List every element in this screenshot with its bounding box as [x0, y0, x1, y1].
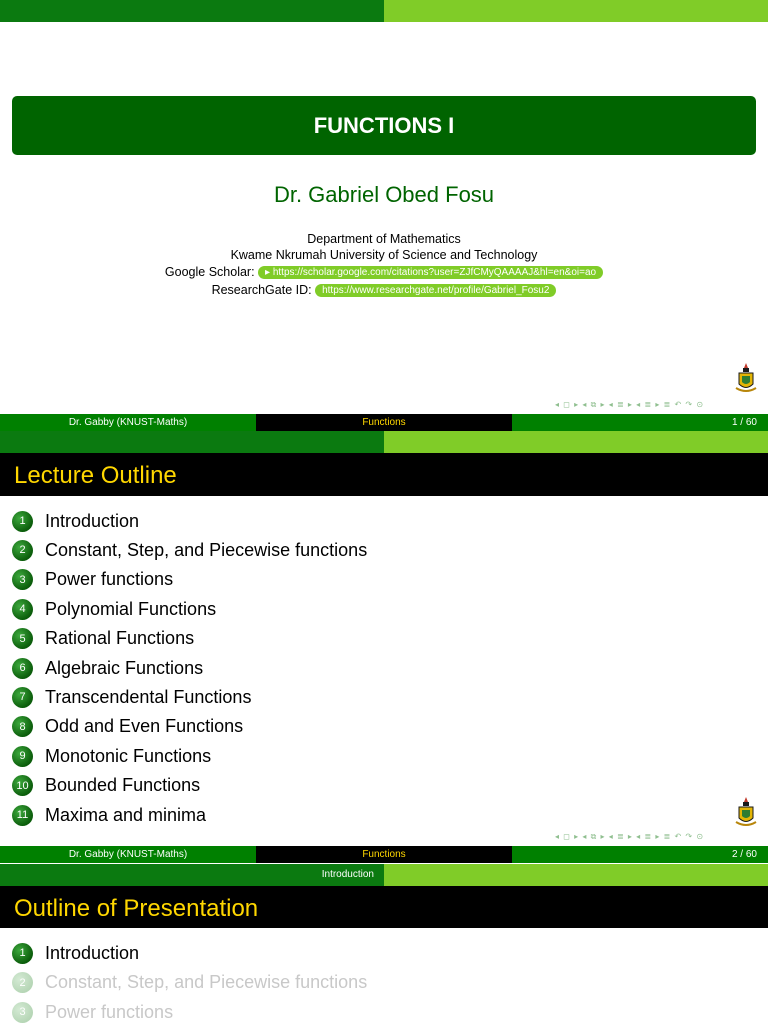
toc-item[interactable]: [12, 598, 216, 620]
google-scholar-link[interactable]: ▸ https://scholar.google.com/citations?user=ZJfCMyQAAAAJ&hl=en&oi=ao: [258, 266, 603, 279]
beamer-navigation-icon[interactable]: ◂ ◻ ▸ ◂ ⧉ ▸ ◂ ≣ ▸ ◂ ≣ ▸ ≣ ↶ ↷ ⊙: [555, 832, 705, 841]
toc-item[interactable]: [12, 745, 211, 767]
researchgate-label: ResearchGate ID:: [211, 283, 312, 297]
researchgate-link[interactable]: https://www.researchgate.net/profile/Gabriel_Fosu2: [315, 284, 556, 297]
toc-item[interactable]: [12, 972, 367, 994]
toc-item[interactable]: [12, 510, 139, 532]
top-bar-light: [384, 431, 768, 453]
university: Kwame Nkrumah University of Science and Technology: [230, 248, 538, 262]
toc-item-label: Maxima and minima: [45, 804, 207, 825]
footer-title: Functions: [256, 414, 512, 431]
toc-item[interactable]: [12, 628, 194, 650]
toc-item-label: Introduction: [45, 942, 140, 963]
toc-item[interactable]: [12, 657, 203, 679]
toc-item[interactable]: [12, 942, 139, 964]
toc-item-label: Polynomial Functions: [45, 598, 217, 619]
toc-item-label: Constant, Step, and Piecewise functions: [45, 972, 368, 992]
toc-item-label: Algebraic Functions: [45, 657, 204, 678]
section-navigation-bar: [0, 864, 768, 886]
footer-author: Dr. Gabby (KNUST-Maths): [0, 414, 256, 431]
slide1-footer: [0, 414, 768, 431]
frame-title: Lecture Outline: [0, 453, 768, 496]
toc-item-label: Bounded Functions: [45, 775, 201, 796]
presentation-title: FUNCTIONS I: [12, 96, 756, 155]
toc-item-label: Introduction: [45, 510, 140, 531]
toc-number-bullet-icon: 3: [12, 1002, 33, 1023]
top-bar-dark: [0, 0, 384, 22]
frame-title: Outline of Presentation: [0, 886, 768, 928]
footer-page-number: 1 / 60: [512, 414, 768, 431]
toc-item[interactable]: [12, 1001, 173, 1023]
toc-number-bullet-icon: 1: [12, 943, 33, 964]
toc-item-label: Power functions: [45, 569, 174, 590]
toc-number-bullet-icon: 7: [12, 687, 33, 708]
toc-number-bullet-icon: 6: [12, 658, 33, 679]
toc-item-label: Rational Functions: [45, 628, 195, 649]
toc-number-bullet-icon: 3: [12, 569, 33, 590]
toc-item[interactable]: [12, 716, 243, 738]
department: Department of Mathematics: [307, 232, 461, 246]
toc-item[interactable]: [12, 775, 200, 797]
top-bar-light: [384, 0, 768, 22]
toc-number-bullet-icon: 2: [12, 972, 33, 993]
toc-item-label: Monotonic Functions: [45, 745, 212, 766]
footer-author: Dr. Gabby (KNUST-Maths): [0, 846, 256, 863]
toc-number-bullet-icon: 1: [12, 511, 33, 532]
toc-number-bullet-icon: 10: [12, 775, 33, 796]
toc-item[interactable]: [12, 539, 367, 561]
beamer-navigation-icon[interactable]: ◂ ◻ ▸ ◂ ⧉ ▸ ◂ ≣ ▸ ◂ ≣ ▸ ≣ ↶ ↷ ⊙: [555, 400, 705, 409]
toc-item-label: Odd and Even Functions: [45, 716, 244, 737]
toc-item[interactable]: [12, 686, 251, 708]
toc-item-label: Power functions: [45, 1001, 174, 1022]
toc-item-label: Constant, Step, and Piecewise functions: [45, 539, 368, 560]
toc-number-bullet-icon: 2: [12, 540, 33, 561]
toc-number-bullet-icon: 9: [12, 746, 33, 767]
google-scholar-line: [0, 265, 768, 279]
toc-number-bullet-icon: 4: [12, 599, 33, 620]
researchgate-line: [0, 283, 768, 297]
top-bar-dark: [0, 431, 384, 453]
toc-item-label: Transcendental Functions: [45, 686, 252, 707]
toc-item[interactable]: [12, 569, 173, 591]
slide2-footer: [0, 846, 768, 863]
university-crest-icon: [735, 796, 757, 828]
toc-number-bullet-icon: 11: [12, 805, 33, 826]
footer-title: Functions: [256, 846, 512, 863]
toc-item[interactable]: [12, 804, 206, 826]
footer-page-number: 2 / 60: [512, 846, 768, 863]
toc-number-bullet-icon: 8: [12, 716, 33, 737]
author-name: Dr. Gabriel Obed Fosu: [273, 182, 495, 207]
current-section[interactable]: Introduction: [0, 864, 384, 886]
university-crest-icon: [735, 362, 757, 394]
toc-number-bullet-icon: 5: [12, 628, 33, 649]
google-scholar-label: Google Scholar:: [164, 265, 255, 279]
